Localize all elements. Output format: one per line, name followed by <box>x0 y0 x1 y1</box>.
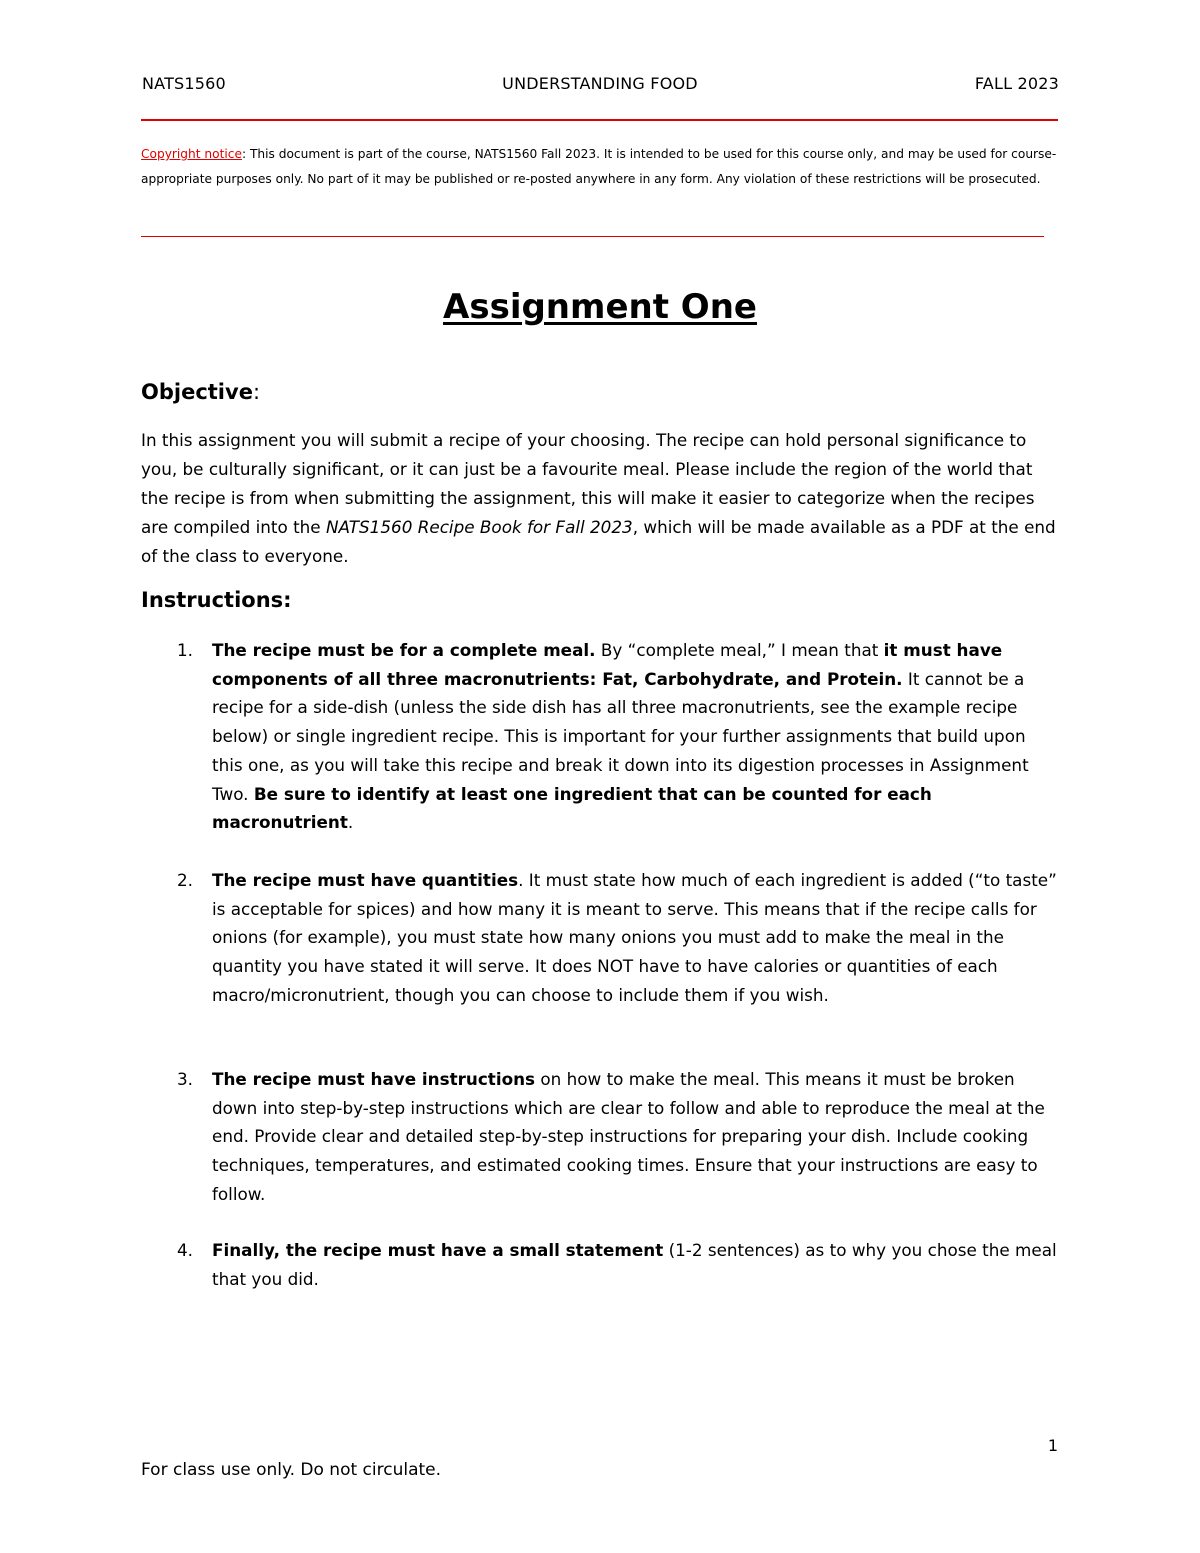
objective-heading <box>141 380 260 404</box>
recipe-book-title: NATS1560 Recipe Book for Fall 2023 <box>325 517 633 537</box>
item-bold-text: it must have components of all three macronutrients: Fat, Carbohydrate, and Protein. <box>212 640 1003 689</box>
objective-heading-text: Objective <box>141 380 253 404</box>
item-bold-text: Be sure to identify at least one ingredient that can be counted for each macronutrient <box>212 783 932 833</box>
item-body <box>212 1065 1061 1209</box>
copyright-divider <box>141 236 1044 237</box>
instruction-item-2 <box>141 866 1061 1010</box>
item-number: 4. <box>177 1240 194 1260</box>
item-text: By “complete meal,” I mean that <box>595 640 884 660</box>
instruction-item-1 <box>141 636 1061 837</box>
item-text: (1-2 sentences) as to why you chose the meal that you did. <box>212 1240 1057 1289</box>
item-number: 2. <box>177 870 194 890</box>
item-body <box>212 866 1061 1010</box>
footer-note: For class use only. Do not circulate. <box>141 1460 442 1480</box>
item-bold-text: Finally, the recipe must have a small statement <box>212 1240 664 1260</box>
instruction-item-4 <box>141 1236 1061 1293</box>
instruction-item-3 <box>141 1065 1061 1209</box>
item-bold-text: The recipe must be for a complete meal. <box>212 640 596 660</box>
item-bold-text: The recipe must have quantities <box>212 870 519 890</box>
item-text: on how to make the meal. This means it must be broken down into step-by-step instructions which are clear to follow and able to reproduce the meal at the end. Provide clear and detailed step-by-step instructions for preparing your dish. Include cooking techniques, temperatures, and estimated cooking times. Ensure that your instructions are easy to follow. <box>212 1069 1045 1204</box>
copyright-label: Copyright notice <box>141 147 242 161</box>
header-term: FALL 2023 <box>974 74 1059 93</box>
objective-heading-colon: : <box>252 380 261 404</box>
item-body <box>212 1236 1061 1293</box>
item-number: 1. <box>177 640 194 660</box>
page-title: Assignment One <box>443 287 757 327</box>
objective-text-2: , which will be made available as a PDF at the end of the class to everyone. <box>141 517 1056 566</box>
item-text: . It must state how much of each ingredient is added (“to taste” is acceptable for spices) and how many it is meant to serve. This means that if the recipe calls for onions (for example), you must state how many onions you must add to make the meal in the quantity you have stated it will serve. It does NOT have to have calories or quantities of each macro/micronutrient, though you can choose to include them if you wish. <box>212 870 1057 1005</box>
page-number: 1 <box>1047 1436 1058 1455</box>
item-bold-text: The recipe must have instructions <box>212 1069 536 1089</box>
item-text: It cannot be a recipe for a side-dish (unless the side dish has all three macronutrients, see the example recipe below) or single ingredient recipe. This is important for your further assignments that build upon this one, as you will take this recipe and break it down into its digestion processes in Assignment Two. <box>212 668 1029 804</box>
item-number: 3. <box>177 1069 194 1089</box>
copyright-notice <box>141 142 1061 192</box>
header-divider <box>141 119 1058 121</box>
objective-text-1: In this assignment you will submit a recipe of your choosing. The recipe can hold personal significance to you, be culturally significant, or it can just be a favourite meal. Please include the region of the world that the recipe is from when submitting the assignment, this will make it easier to categorize when the recipes are compiled into the <box>141 430 1035 537</box>
header-course-code: NATS1560 <box>142 74 226 93</box>
header-course-title: UNDERSTANDING FOOD <box>502 74 698 93</box>
instructions-heading: Instructions: <box>141 588 292 612</box>
item-body <box>212 636 1061 837</box>
copyright-text: : This document is part of the course, NATS1560 Fall 2023. It is intended to be used for this course only, and may be used for course-appropriate purposes only. No part of it may be published or re-posted anywhere in any form. Any violation of these restrictions will be prosecuted. <box>141 147 1057 186</box>
objective-paragraph <box>141 426 1061 571</box>
item-text: . <box>347 812 354 833</box>
